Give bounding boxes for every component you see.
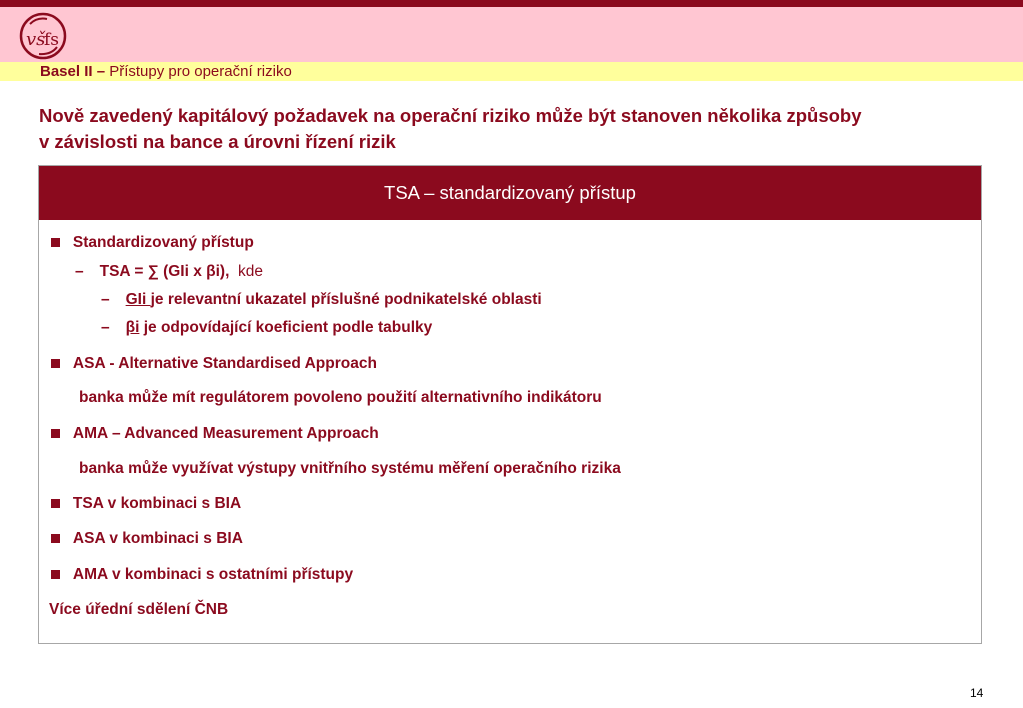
bullet-item: AMA – Advanced Measurement Approach: [51, 425, 379, 443]
breadcrumb: [40, 63, 292, 80]
svg-text:vš: vš: [26, 29, 46, 50]
square-bullet-icon: [51, 359, 60, 368]
square-bullet-icon: [51, 238, 60, 247]
breadcrumb-section: Basel II –: [40, 63, 106, 80]
vsfs-logo: [17, 11, 69, 61]
square-bullet-icon: [51, 570, 60, 579]
breadcrumb-topic: Přístupy pro operační riziko: [105, 63, 292, 80]
cnb-reference-note: Více úřední sdělení ČNB: [49, 601, 229, 618]
bullet-item: TSA v kombinaci s BIA: [51, 495, 241, 513]
gi-term: GIi: [125, 291, 151, 308]
dash-bullet-icon: –: [101, 291, 110, 308]
tsa-formula: TSA = ∑ (GIi x βi),: [99, 263, 230, 280]
square-bullet-icon: [51, 429, 60, 438]
bullet-item: ASA v kombinaci s BIA: [51, 530, 243, 548]
top-accent-line: [0, 0, 1023, 7]
square-bullet-icon: [51, 534, 60, 543]
svg-text:fs: fs: [44, 30, 60, 50]
bullet-item: ASA - Alternative Standardised Approach: [51, 355, 377, 373]
square-bullet-icon: [51, 499, 60, 508]
dash-bullet-icon: –: [75, 263, 84, 280]
approach-panel: [38, 165, 982, 644]
header-band: [0, 7, 1023, 62]
headline-line-1: Nově zavedený kapitálový požadavek na operační riziko může být stanoven několika způsoby: [39, 105, 862, 126]
dash-bullet-icon: –: [101, 319, 110, 336]
beta-term: βi: [125, 319, 140, 336]
headline-line-2: v závislosti na bance a úrovni řízení rizik: [39, 131, 396, 152]
bullet-description: banka může využívat výstupy vnitřního systému měření operačního rizika: [79, 460, 621, 477]
bullet-item: Standardizovaný přístup: [51, 234, 254, 252]
bullet-description: banka může mít regulátorem povoleno použití alternativního indikátoru: [79, 389, 602, 406]
dash-item: – TSA = ∑ (GIi x βi), kde: [75, 263, 263, 280]
panel-title: TSA – standardizovaný přístup: [39, 166, 981, 220]
sub-dash-item: – βi je odpovídající koeficient podle tabulky: [101, 319, 433, 336]
page-headline: [39, 103, 999, 155]
page-number: 14: [970, 686, 984, 700]
sub-dash-item: – GIi je relevantní ukazatel příslušné podnikatelské oblasti: [101, 291, 542, 308]
bullet-item: AMA v kombinaci s ostatními přístupy: [51, 566, 353, 584]
